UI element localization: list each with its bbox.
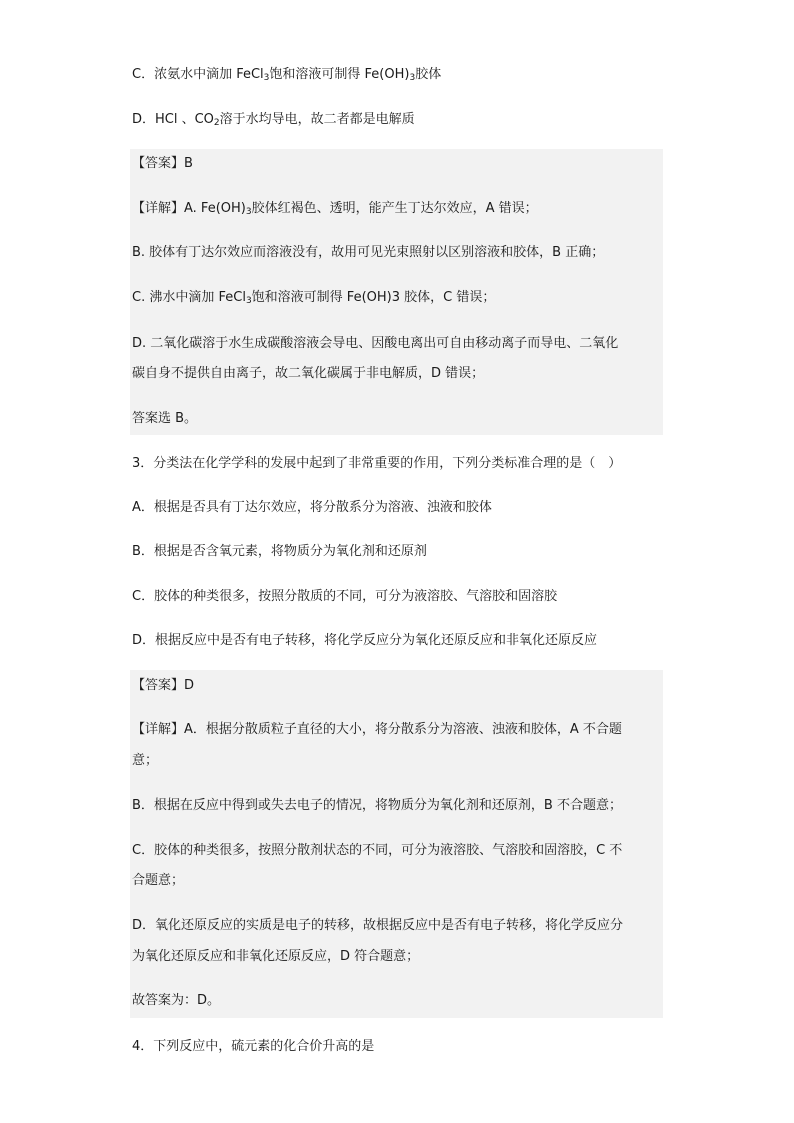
- q3-detail-b: B．根据在反应中得到或失去电子的情况，将物质分为氧化剂和还原剂，B 不合题意；: [132, 798, 622, 813]
- q3-option-a: A．根据是否具有丁达尔效应，将分散系分为溶液、浊液和胶体: [132, 500, 492, 515]
- q2-detail-d-line1: D. 二氧化碳溶于水生成碳酸溶液会导电、因酸电离出可自由移动离子而导电、二氧化: [132, 336, 619, 351]
- q3-detail-a-line2: 意；: [132, 753, 159, 768]
- q2-detail-b: B. 胶体有丁达尔效应而溶液没有，故用可见光束照射以区别溶液和胶体，B 正确；: [132, 245, 605, 260]
- q3-detail-d-line1: D．氧化还原反应的实质是电子的转移，故根据反应中是否有电子转移，将化学反应分: [132, 918, 624, 933]
- q3-detail-c-line1: C．胶体的种类很多，按照分散剂状态的不同，可分为液溶胶、气溶胶和固溶胶，C 不: [132, 843, 623, 858]
- q3-answer-label: 【答案】D: [132, 678, 195, 693]
- q3-detail-a-line1: 【详解】A．根据分散质粒子直径的大小，将分散系分为溶液、浊液和胶体，A 不合题: [132, 722, 622, 737]
- q2-conclusion: 答案选 B。: [132, 411, 198, 426]
- q3-conclusion: 故答案为：D。: [132, 993, 221, 1008]
- q2-option-c: C．浓氨水中滴加 FeCl$_3$饱和溶液可制得 $Fe(OH)_3$胶体: [132, 67, 442, 83]
- q2-detail-d-line2: 碳自身不提供自由离子，故二氧化碳属于非电解质，D 错误；: [132, 366, 485, 381]
- q3-option-c: C．胶体的种类很多，按照分散质的不同，可分为液溶胶、气溶胶和固溶胶: [132, 589, 558, 604]
- q3-option-b: B．根据是否含氧元素，将物质分为氧化剂和还原剂: [132, 544, 427, 559]
- q2-detail-a: 【详解】A. $Fe(OH)_3$胶体红褐色、透明，能产生丁达尔效应，A 错误；: [132, 201, 538, 217]
- q3-stem: 3．分类法在化学学科的发展中起到了非常重要的作用，下列分类标准合理的是（ ）: [132, 456, 622, 471]
- q2-answer-label: 【答案】B: [132, 156, 193, 171]
- q3-option-d: D．根据反应中是否有电子转移，将化学反应分为氧化还原反应和非氧化还原反应: [132, 633, 598, 648]
- q4-stem: 4．下列反应中，硫元素的化合价升高的是: [132, 1039, 375, 1054]
- q3-detail-c-line2: 合题意；: [132, 873, 185, 888]
- q2-detail-c: C. 沸水中滴加 FeCl$_3$饱和溶液可制得 Fe(OH)3 胶体，C 错误；: [132, 290, 496, 306]
- q3-detail-d-line2: 为氧化还原反应和非氧化还原反应，D 符合题意；: [132, 949, 420, 964]
- q2-option-d: D．HCl 、$CO_2$溶于水均导电，故二者都是电解质: [132, 112, 415, 128]
